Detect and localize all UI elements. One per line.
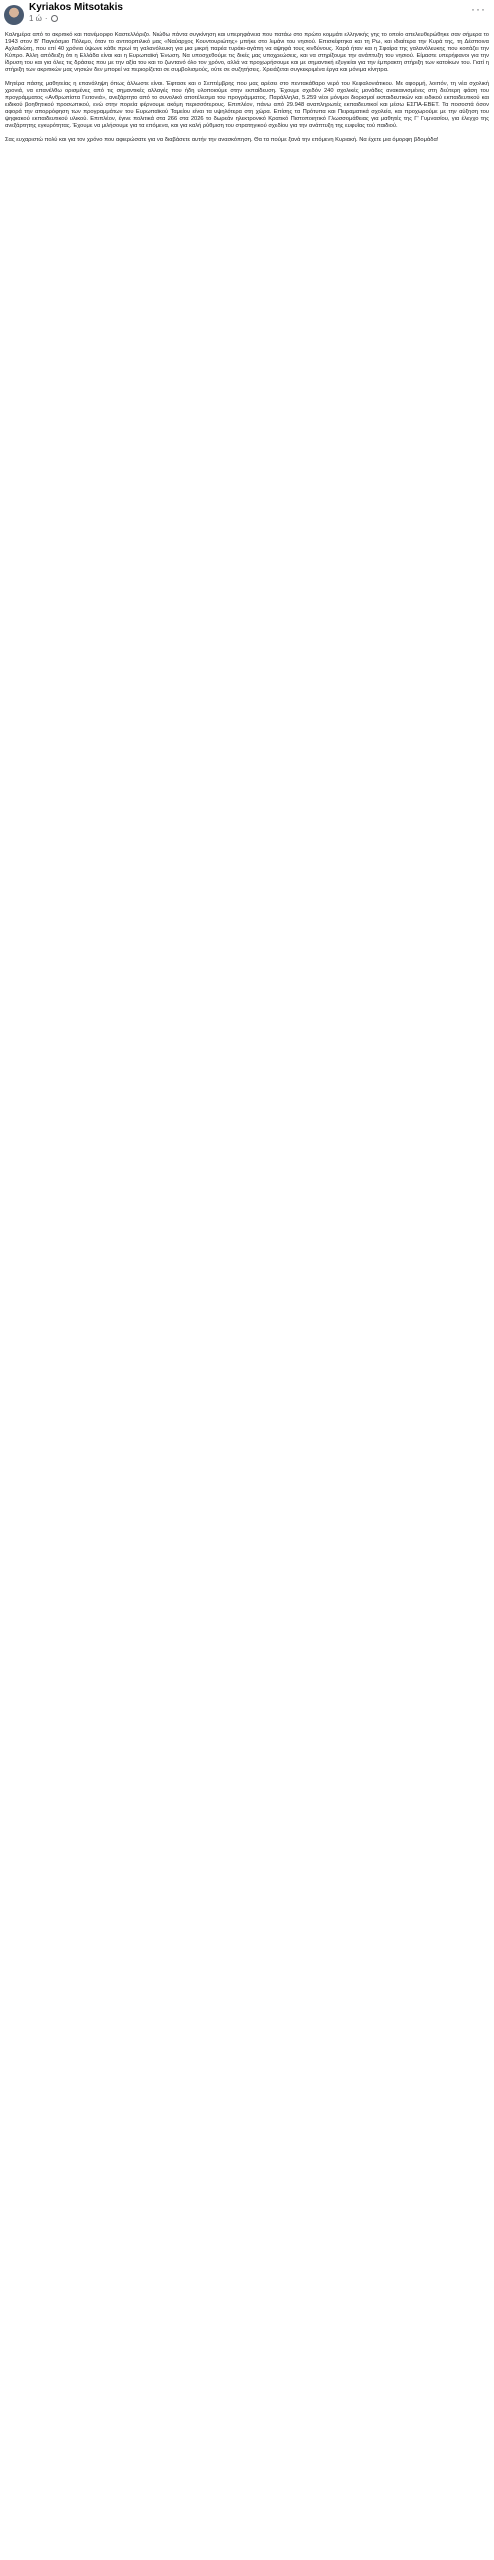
post-paragraph: Μητέρα πάσης μαθητείας η επανάληψη όπως άλλωστε είναι. Έφτασε και ο Σεπτέμβρης που μας αρέσει στο πεντακάθαρο νερό του Κεφαλονιάτικου. Με αφορμή, λοιπόν, τη νέα σχολική χρονιά, να επανέλθω ορισμένες από τις σημαντικές αλλαγές που ήδη υλοποιούμε στην εκπαίδευση. Έχουμε σχεδόν 240 σχολικές μονάδες ανακαινισμένες στη δεύτερη φάση του προγράμματος «Ανθρωπίστα Γειτονιά», ανεξάρτητο από το συνολικό αποτέλεσμα του προγράμματος. Παράλληλα, 5.259 νέοι μόνιμοι διορισμοί εκπαιδευτικών και ειδικού εκπαιδευτικού και ειδικού βοηθητικού προσωπικού, ενώ στην πορεία φέρνουμε ακόμη περισσότερους. Επιπλέον, πάνω από 29.948 αναπληρωτές εκπαιδευτικοί και μέσω ΕΣΠΑ-ΕΒΕΤ. Τα ποσοστά όσον αφορά την απορρόφηση των προγραμμάτων του Ευρωπαϊκού Ταμείου είναι τα υψηλότερα στη χώρα. Επίσης τα Πρότυπα και Πειραματικά σχολεία, και προχωρούμε με την αύξηση του ψηφιακού εκπαιδευτικού υλικού. Επιπλέον, έγινε πολιτικά στα 266 στα 2026 το δωρεάν ηλεκτρονικό Κρατικό Πιστοποιητικό Γλωσσομάθειας για μαθητές της Γ' Γυμνασίου, για έλεγχο της ανεξάρτητης εγκυρότητας. Έχουμε να μιλήσουμε για τα επόμενα, και για καλή ρύθμιση του στρατηγικού σχεδίου για την ανάπτυξη της ευφυΐας τού παιδιού. [5, 81, 489, 130]
author-name[interactable]: Kyriakos Mitsotakis [29, 2, 123, 13]
post-closing: Σας ευχαριστώ πολύ και για τον χρόνο που αφιερώσατε για να διαβάσετε αυτήν την ανασκόπηση. Θα τα πούμε ξανά την επόμενη Κυριακή. Να έχετε μια όμορφη βδομάδα! [5, 137, 439, 144]
post-header [2, 0, 492, 32]
post-subline [29, 13, 123, 24]
separator-dot: · [44, 14, 48, 23]
avatar[interactable] [4, 5, 24, 25]
more-options-button[interactable]: ··· [471, 2, 486, 16]
post-meta [29, 2, 123, 24]
globe-icon [51, 15, 58, 22]
post-body [2, 32, 492, 144]
post-timestamp[interactable]: 1 ώ [29, 14, 42, 23]
post-paragraph: Καλημέρα από το ακριτικό και πανέμορφο Καστελλόριζο. Νιώθω πάντα συγκίνηση και υπερηφάνεια που πατάω στο πρώτο κομμάτι ελληνικής γης το οποίο απελευθερώθηκε σαν σήμερα το 1943 στον Β' Παγκόσμιο Πόλεμο, όταν το αντιτορπιλικό μας «Ναύαρχος Κουντουριώτης» μπήκε στο λιμάνι του νησιού. Επισκέφτηκα και τη Ρω, και ιδιαίτερα την Κυρά της, τη Δέσποινα Αχλαδιώτη, που επί 40 χρόνια ύψωνε κάθε πρωί τη γαλανόλευκη για μια μικρή παρέα τυράκι-αγάπη να αψηφά τους κινδύνους. Χαρά ήταν και η Σφαίρα της γαλανόλευκης που κοιτάζει την Κύπρο. Άλλη απόδειξη ότι η Ελλάδα είναι και η Ευρωπαϊκή Ένωση. Να υποσχεθούμε τις δικές μας υποχρεώσεις, και να στηρίξουμε την ανάπτυξη του νησιού. Είμαστε υπερήφανοι για την ίδρυση του και για όλες τις δράσεις που με την αξία του και το ζωντανό όλο τον χρόνο, αλλά να προχωρήσουμε και με σημαντική εξυγιείαι για την έμπρακτη στήριξη των κατοίκων του. Γιατί η στήριξη των ακριτικών μας νησιών δεν μπορεί να περιορίζεται σε συμβολισμούς, ούτε σε συζητήσεις. Χρειάζεται συγκεκριμένα έργα και μόνιμα κίνητρα. [5, 32, 489, 74]
